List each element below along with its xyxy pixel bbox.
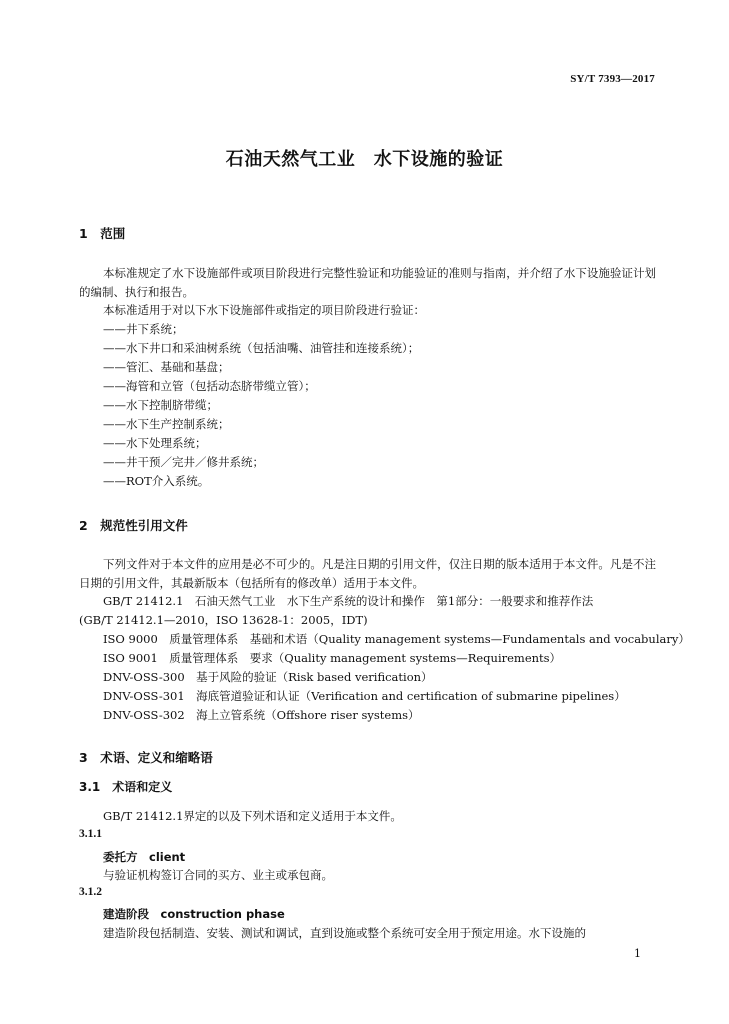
list-item: ——ROT介入系统。 (103, 474, 210, 488)
term-definition: 建造阶段包括制造、安装、测试和调试，直到设施或整个系统可安全用于预定用途。水下设施的 (103, 926, 586, 940)
list-item: ——水下井口和采油树系统（包括油嘴、油管挂和连接系统）； (103, 341, 420, 355)
term-number: 3.1.2 (79, 886, 102, 898)
reference-item: GB/T 21412.1 石油天然气工业 水下生产系统的设计和操作 第1部分：一般要求和推荐作法 (103, 594, 594, 608)
reference-item: DNV-OSS-302 海上立管系统（Offshore riser systems） (103, 708, 420, 722)
document-title: 石油天然气工业 水下设施的验证 (225, 149, 504, 170)
section-1-scope-intro: 本标准适用于对以下水下设施部件或指定的项目阶段进行验证： (103, 303, 425, 317)
section-2-heading: 2 规范性引用文件 (79, 518, 188, 533)
page-number: 1 (634, 947, 641, 960)
list-item: ——井干预／完井／修井系统； (103, 455, 264, 469)
section-1-heading: 1 范围 (79, 226, 126, 241)
section-3-heading: 3 术语、定义和缩略语 (79, 750, 213, 765)
list-item: ——海管和立管（包括动态脐带缆立管）； (103, 379, 316, 393)
section-2-paragraph: 下列文件对于本文件的应用是必不可少的。凡是注日期的引用文件，仅注日期的版本适用于本文件。凡是不注日期的引用文件，其最新版本（包括所有的修改单）适用于本文件。 (79, 557, 656, 590)
reference-item: DNV-OSS-301 海底管道验证和认证（Verification and certification of submarine pipelines） (103, 689, 626, 703)
list-item: ——水下控制脐带缆； (103, 398, 218, 412)
term-number: 3.1.1 (79, 828, 102, 840)
standard-code: SY/T 7393—2017 (570, 73, 655, 85)
section-3-1-intro: GB/T 21412.1界定的以及下列术语和定义适用于本文件。 (103, 809, 402, 823)
list-item: ——管汇、基础和基盘； (103, 360, 230, 374)
reference-item: ISO 9001 质量管理体系 要求（Quality management systems—Requirements） (103, 651, 562, 665)
reference-item: DNV-OSS-300 基于风险的验证（Risk based verification） (103, 670, 433, 684)
reference-item: ISO 9000 质量管理体系 基础和术语（Quality management systems—Fundamentals and vocabulary） (103, 632, 690, 646)
term-definition: 与验证机构签订合同的买方、业主或承包商。 (103, 868, 333, 882)
term-heading: 建造阶段 construction phase (103, 907, 285, 921)
list-item: ——井下系统； (103, 322, 184, 336)
list-item: ——水下生产控制系统； (103, 417, 230, 431)
subsection-3-1-heading: 3.1 术语和定义 (79, 780, 173, 794)
reference-item-continuation: (GB/T 21412.1—2010，ISO 13628-1：2005，IDT) (79, 613, 368, 627)
section-1-paragraph: 本标准规定了水下设施部件或项目阶段进行完整性验证和功能验证的准则与指南，并介绍了水下设施验证计划的编制、执行和报告。 (79, 266, 656, 299)
list-item: ——水下处理系统； (103, 436, 207, 450)
term-heading: 委托方 client (103, 850, 186, 864)
